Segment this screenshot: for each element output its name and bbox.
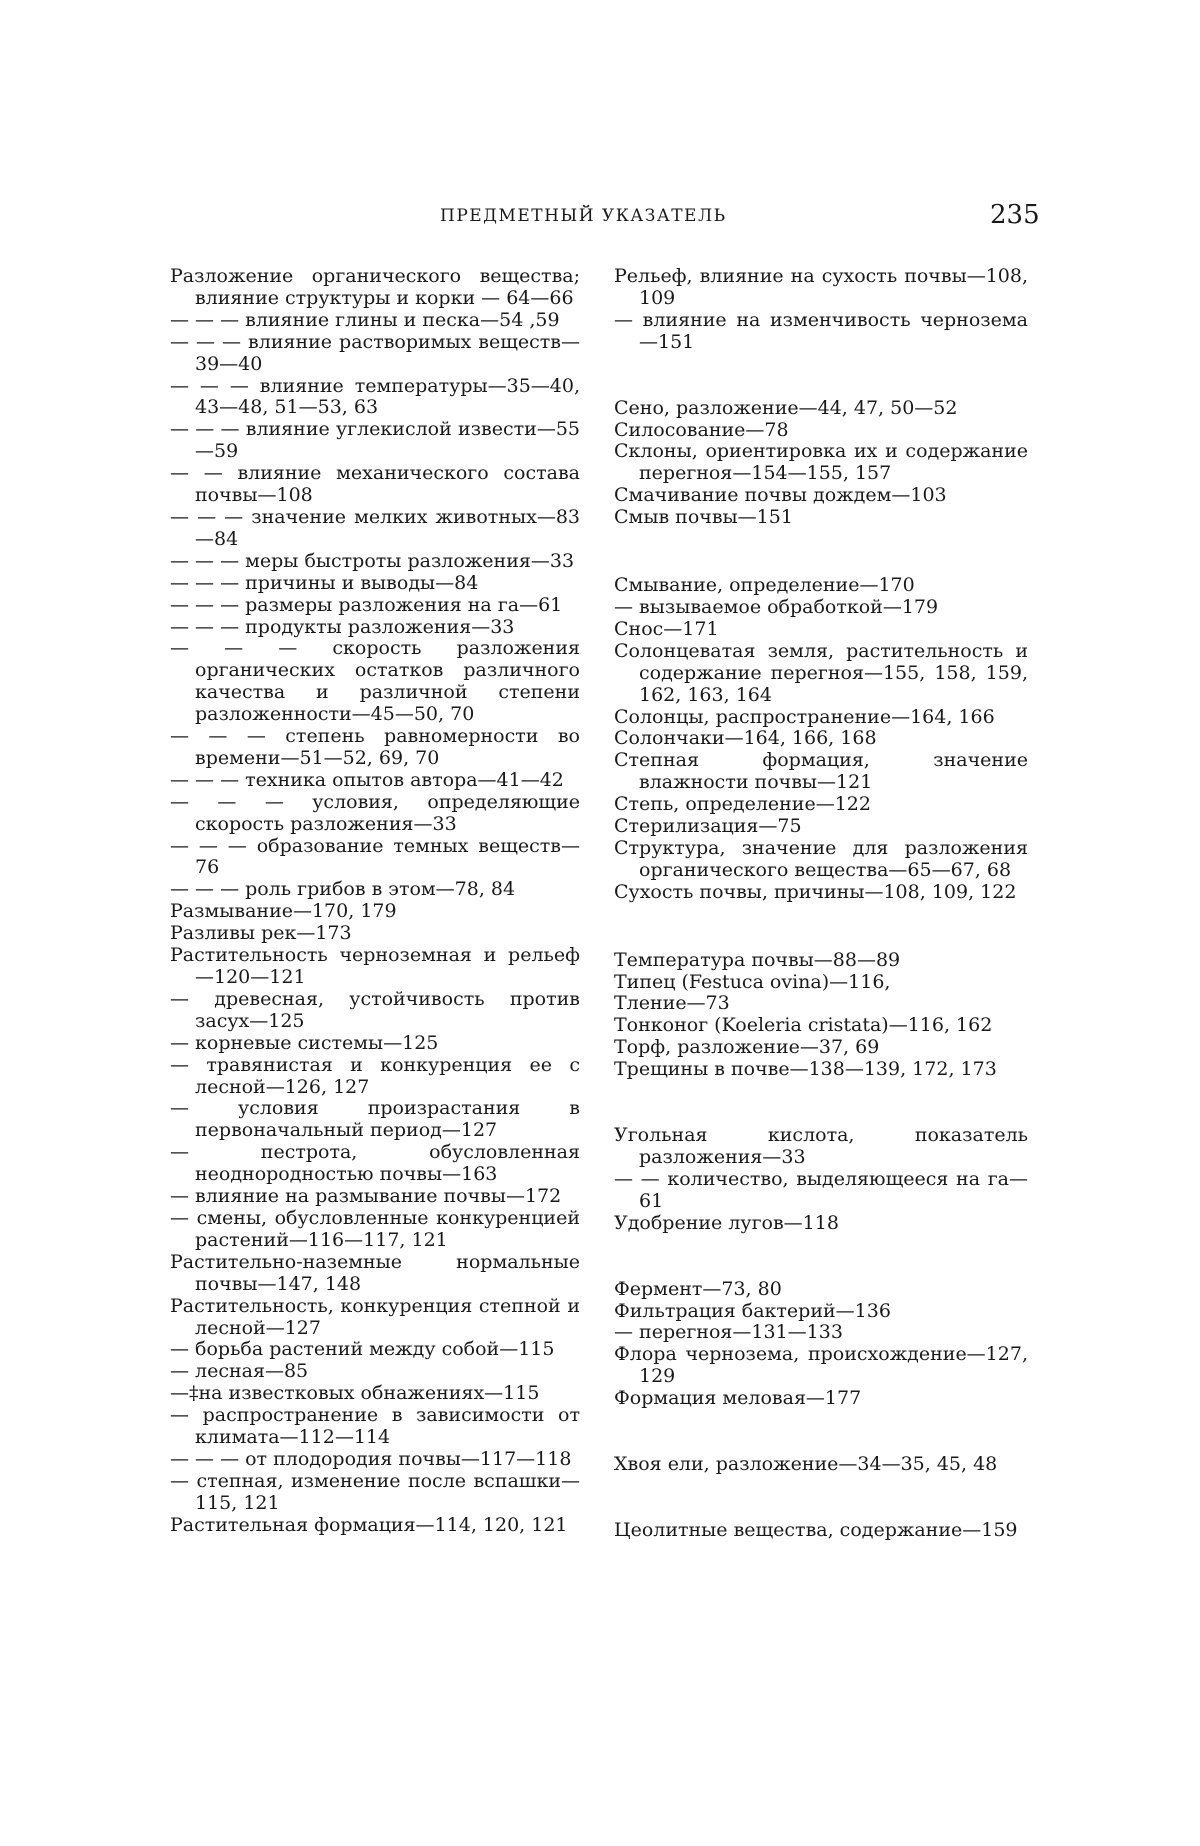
letter-group — [614, 1125, 1028, 1235]
letter-group-spacer — [614, 904, 1028, 950]
index-entry: — вызываемое обработкой—179 — [614, 597, 1028, 619]
index-entry: Сено, разложение—44, 47, 50—52 — [614, 398, 1028, 420]
index-entry: — — влияние механического состава почвы—108 — [170, 463, 580, 507]
index-entry: Склоны, ориентировка их и содержание перегноя—154—155, 157 — [614, 441, 1028, 485]
letter-group — [614, 1520, 1028, 1542]
index-entry: Степь, определение—122 — [614, 794, 1028, 816]
index-entry: — перегноя—131—133 — [614, 1322, 1028, 1344]
index-entry: — древесная, устойчивость против засух—125 — [170, 989, 580, 1033]
index-entry: — степная, изменение после вспашки—115, 121 — [170, 1471, 580, 1515]
index-entry: — смены, обусловленные конкуренцией растений—116—117, 121 — [170, 1208, 580, 1252]
index-entry: Растительность, конкуренция степной и лесной—127 — [170, 1296, 580, 1340]
letter-group — [614, 950, 1028, 1081]
index-entry: — пестрота, обусловленная неоднородностью почвы—163 — [170, 1142, 580, 1186]
index-entry: — — — размеры разложения на га—61 — [170, 595, 580, 617]
index-entry: Растительность черноземная и рельеф—120—121 — [170, 945, 580, 989]
index-entry: Смыв почвы—151 — [614, 507, 1028, 529]
index-entry: — — — влияние температуры—35—40, 43—48, 51—53, 63 — [170, 376, 580, 420]
index-entry: Солончаки—164, 166, 168 — [614, 728, 1028, 750]
index-entry: Разложение органического вещества; влияние структуры и корки — 64—66 — [170, 266, 580, 310]
index-entry: Формация меловая—177 — [614, 1388, 1028, 1410]
index-entry: — — количество, выделяющееся на га—61 — [614, 1169, 1028, 1213]
index-entry: Снос—171 — [614, 619, 1028, 641]
letter-group — [614, 266, 1028, 354]
index-entry: Тление—73 — [614, 993, 1028, 1015]
index-entry: Угольная кислота, показатель разложения—33 — [614, 1125, 1028, 1169]
letter-group — [614, 1279, 1028, 1410]
right-index-column — [614, 266, 1028, 1542]
index-entry: — — — меры быстроты разложения—33 — [170, 551, 580, 573]
letter-group — [614, 575, 1028, 904]
index-entry: — травянистая и конкуренция ее с лесной—126, 127 — [170, 1055, 580, 1099]
index-entry: — корневые системы—125 — [170, 1033, 580, 1055]
index-entry: Удобрение лугов—118 — [614, 1213, 1028, 1235]
index-entry: Размывание—170, 179 — [170, 901, 580, 923]
index-entry: — — — влияние глины и песка—54 ,59 — [170, 310, 580, 332]
index-entry: Разливы рек—173 — [170, 923, 580, 945]
index-entry: — — — значение мелких животных—83—84 — [170, 507, 580, 551]
index-entry: — — — причины и выводы—84 — [170, 573, 580, 595]
index-entry: Смывание, определение—170 — [614, 575, 1028, 597]
letter-group-spacer — [614, 529, 1028, 575]
index-entry: Солонцы, распространение—164, 166 — [614, 707, 1028, 729]
letter-group — [614, 1454, 1028, 1476]
index-entry: Температура почвы—88—89 — [614, 950, 1028, 972]
index-entry: — влияние на размывание почвы—172 — [170, 1186, 580, 1208]
index-entry: Солонцеватая земля, растительность и содержание перегноя—155, 158, 159, 162, 163, 164 — [614, 641, 1028, 707]
index-entry: — — — влияние растворимых веществ—39—40 — [170, 332, 580, 376]
index-entry: — условия произрастания в первоначальный период—127 — [170, 1098, 580, 1142]
index-entry: — — — роль грибов в этом—78, 84 — [170, 879, 580, 901]
index-entry: — — — скорость разложения органических остатков различного качества и различной степени разложенности—45—50, 70 — [170, 638, 580, 726]
left-index-column — [170, 266, 580, 1537]
index-entry: Торф, разложение—37, 69 — [614, 1037, 1028, 1059]
index-entry: Типец (Festuca ovina)—116, — [614, 972, 1028, 994]
index-entry: Растительная формация—114, 120, 121 — [170, 1515, 580, 1537]
index-entry: Стерилизация—75 — [614, 816, 1028, 838]
page-title: ПРЕДМЕТНЫЙ УКАЗАТЕЛЬ — [440, 206, 727, 226]
index-entry: Тонконог (Koeleria cristata)—116, 162 — [614, 1015, 1028, 1037]
index-entry: — лесная—85 — [170, 1361, 580, 1383]
index-entry: Сухость почвы, причины—108, 109, 122 — [614, 882, 1028, 904]
index-entry: — распространение в зависимости от климата—112—114 — [170, 1405, 580, 1449]
index-entry: Рельеф, влияние на сухость почвы—108, 109 — [614, 266, 1028, 310]
index-entry: — — — от плодородия почвы—117—118 — [170, 1449, 580, 1471]
letter-group-spacer — [614, 1410, 1028, 1454]
letter-group-spacer — [614, 1081, 1028, 1125]
index-entry: — — — техника опытов автора—41—42 — [170, 770, 580, 792]
index-entry: — — — образование темных веществ—76 — [170, 836, 580, 880]
index-entry: Флора чернозема, происхождение—127, 129 — [614, 1344, 1028, 1388]
index-entry: — — — условия, определяющие скорость разложения—33 — [170, 792, 580, 836]
index-entry: Степная формация, значение влажности почвы—121 — [614, 750, 1028, 794]
index-entry: —‡на известковых обнажениях—115 — [170, 1383, 580, 1405]
page-number: 235 — [990, 200, 1040, 230]
index-entry: — влияние на изменчивость чернозема—151 — [614, 310, 1028, 354]
index-entry: — — — влияние углекислой извести—55—59 — [170, 419, 580, 463]
index-entry: Цеолитные вещества, содержание—159 — [614, 1520, 1028, 1542]
letter-group — [614, 398, 1028, 529]
letter-group-spacer — [614, 354, 1028, 398]
index-entry: Трещины в почве—138—139, 172, 173 — [614, 1059, 1028, 1081]
index-entry: Хвоя ели, разложение—34—35, 45, 48 — [614, 1454, 1028, 1476]
index-entry: Структура, значение для разложения органического вещества—65—67, 68 — [614, 838, 1028, 882]
index-entry: Силосование—78 — [614, 420, 1028, 442]
index-entry: Смачивание почвы дождем—103 — [614, 485, 1028, 507]
letter-group-spacer — [614, 1235, 1028, 1279]
index-entry: — — — продукты разложения—33 — [170, 617, 580, 639]
index-entry: — борьба растений между собой—115 — [170, 1339, 580, 1361]
index-entry: Фермент—73, 80 — [614, 1279, 1028, 1301]
index-entry: Фильтрация бактерий—136 — [614, 1301, 1028, 1323]
index-entry: — — — степень равномерности во времени—51—52, 69, 70 — [170, 726, 580, 770]
letter-group-spacer — [614, 1476, 1028, 1520]
index-entry: Растительно-наземные нормальные почвы—147, 148 — [170, 1252, 580, 1296]
